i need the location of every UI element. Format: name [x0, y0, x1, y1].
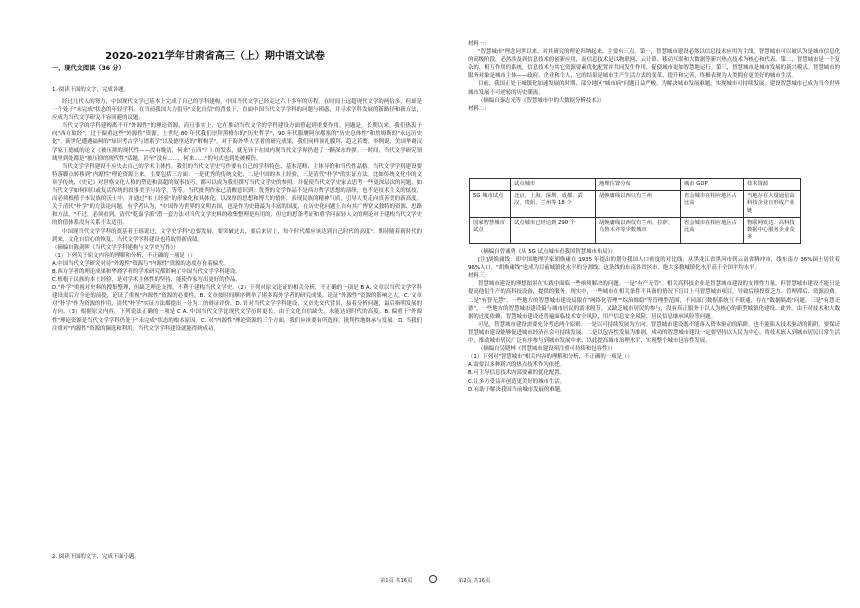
material-2-source: （摘编自曾诚勇《从 5G 试点城市看我国智慧城市布局》）	[478, 249, 616, 255]
table-row	[470, 217, 801, 244]
q2-intro-text: 2. 阅读下面的文字，完成下面小题。	[52, 554, 140, 560]
question-1-1: （1）下列关于原文内容的理解和分析，不正确的一项是（）	[52, 252, 196, 259]
table-cell: 胡焕庸线以西仅有兰州、拉萨、乌鲁木齐等少数城市	[596, 217, 681, 244]
table-cell: 北京、上海、深圳、成都、武汉、贵阳、兰州等 18 个	[511, 191, 596, 218]
table-cell: 胡焕庸线以西只有兰州	[596, 191, 681, 218]
table-header-cell	[470, 179, 511, 191]
option-c: C.让多方受益并创造更美好的城市生活。	[468, 378, 566, 385]
material-3-paragraph: 智慧城市建设的理想图景在实践中面临一些亟须解决的问题。一是"有产无管"。相关高科技企业是智慧城市建设的支撑性力量，但智慧城市建设不能只是提高他们生产的高科技设备，提供的服务。现实中，一些城市在相关条件不具备的情况下盲目上马智慧城市项目，导致后续投资乏力、管理滞后、资源浪费。二是"有智无慧"。一些地方的智慧城市建设局限在"网络化管理""综治维稳"等管理型范围，不同部门数据系统互不联通，存在"数据隔离"问题。三是"有慧无德"，一些地方的智慧城市建设偏与城市居民的需求脱节，又缺乏城市居民的参与，没有真正服务于以人为核心的新型城镇化建设。此外，由于对技术和大数据的过度依赖，智慧城市建设还普遍面临技术安全风险、用户信息安全风险、居民信息继承风险等问题。	[468, 281, 840, 320]
material-1-paragraph: 目前，我国正处于城镇化加速发展的时期，部分地区"城市病"问题日益严峻。为解决城市发展难题，实现城市可持续发展，建设智慧城市已成为当今世界城市发展不可逆转的历史潮流。	[468, 81, 840, 96]
pilot-cities-table	[469, 178, 801, 244]
table-header-cell: 试点城市	[511, 179, 596, 191]
passage-paragraph: 经过几代人的努力，中国现代文学已基本上完成了自己的学科建构。中国当代文学已经走过六十多年的历程。在时间上远超现代文学的两倍多，但却是一个处于"未完成"状态的年轻学科。在当前我国大力倡导"文化自信"的背景下，直面中国当代文学学科的问题与困惑，并寻求学科发展的新路径和新方法，应成为当代文学研究不容回避的议题。	[52, 99, 422, 122]
page-number-left: 第1页 共16页	[380, 578, 413, 584]
q2-intro	[52, 553, 422, 561]
material-1	[468, 40, 840, 113]
option-a: A.中国当代文学研究对待"外源性"资源与"内源性"资源的态度存在着偏差。	[52, 260, 229, 267]
table-header-cell: 技术资源	[744, 179, 801, 191]
table-header-row	[470, 179, 801, 191]
table-cell: 5G 城市试点	[470, 191, 511, 218]
material-2-3	[468, 248, 840, 394]
exam-title: 2020-2021学年甘肃省高三（上）期中语文试卷	[105, 51, 325, 62]
table-cell: 物联网发达、高科技数据中心服务企业众多	[744, 217, 801, 244]
page-number-right: 第2页 共16页	[458, 578, 491, 584]
section-heading: 一、现代文阅读（36 分）	[52, 65, 125, 72]
option-a: A.需要以多种新兴的热点技术作为依托。	[468, 362, 565, 369]
option-d: D.有助于解决我国当前城市发展的难题。	[468, 386, 566, 393]
material-3-source: （摘编自吴晓林《智慧城市建设须注重可持续和包容性》）	[478, 346, 616, 353]
table-cell: 省会城市在相应地区占比高	[681, 191, 744, 218]
passage-source: （摘编自陈剑晖《当代文学学科建构与文学史写作》）	[52, 244, 179, 251]
material-3-label: 材料三：	[468, 273, 490, 280]
table-header-cell: 城市 GDP	[681, 179, 744, 191]
table-cell: 当地存在大量通信高科技企业且形成产业链	[744, 191, 801, 218]
option-c: C.植根于民族的本土经验，是对学术主体性的坚持，能使作家写出更好的作品。	[52, 277, 241, 284]
table-cell: 省会城市在相应地区占比高	[681, 217, 744, 244]
q1-intro	[52, 86, 422, 94]
material-1-label: 材料一：	[468, 41, 490, 47]
passage-1	[52, 98, 422, 333]
table-cell: 国家智慧城市试点	[470, 217, 511, 244]
material-1-source: （摘编自秦志光等《智慧城市中的大数据分析技术》）	[478, 97, 605, 104]
table-header-cell: 地理位置分布	[596, 179, 681, 191]
material-3-paragraph: 可见，智慧城市建设需要充分考虑两个原则：一是以可持续发展为方向。智慧城市建设既不能落入资本驱动的陷阱，也不能陷入技术驱动的陷阱，要保证智慧城市建设能够促进城市经济社会可持续发展。二是以包容性发展为准则，成功的智慧城市建设一定要坚持以人民为中心，将技术嵌入到城市居民日常生活中，推动城市居民广泛有序参与到城市发展中来，以此提高城市治理水平，实现整个城市包容性发展。	[468, 321, 840, 345]
material-2-label: 材料二：	[468, 105, 490, 112]
q1-intro-text: 1. 阅读下面的文字，完成各题。	[52, 87, 129, 93]
table-row	[470, 191, 801, 218]
option-d-and-questions-2-3: D."朴学"重视对史料的搜集整理，但缺乏理论支撑，不利于建构当代文学史。（2）下列对原文论证的相关分析，不正确的一项是 B A. 文章以当代文学学科建设需后方全论的前提，论证了重视"内源性"资源的必要性。B. 文章按时间顺序例举了诸多海外学者的研究成果，论证"外源性"资源的影响之大。C. 文章对"朴学"作为资源的作用，清代"朴学"实证方法都提出一分为二的辩证评价。D. 针对当代文学学科建设，文章先交代背景，接着分析问题，最后指明发展的方向。（3）根据原文内容，下列说法正确的一项是 C A. 中国当代文学比现代文学历时更长，由于文化自信缺失，未能达到时代的高度。B. 偏重于"外源性"理论资源是当代文学学科仍处于"未完成"状态的根本原因。C. 对"内源性"理论资源的三个方面，我们应该要有所选择，批判性地继承与发展。D. 当我们注重对"内源性"资源的撷选和利用，当代文学学科建设就能得到成功。	[52, 285, 422, 332]
table-cell: 试点城市已经达到 290 个	[511, 217, 596, 244]
question-2-1: （1）下列对"智慧城市"相关内容的理解和分析，不正确的一项是（）	[468, 354, 633, 361]
option-b: B.可主导信息技术内部要素的优化配置。	[468, 370, 566, 377]
material-2-note: [注]胡焕庸线：即中国地理学家胡焕庸在 1935 年提出的划分我国人口密度的对比线，从黑龙江省黑河市到云南省腾冲市，线东南方 36%国土居住着 96%人口。"胡焕庸线"也成为目前城镇化水平的分割线，这条线的东南各省区市，绝大多数城镇化水平高于全国平均水平。	[468, 257, 840, 272]
material-1-paragraph: "智慧城市"理念问世以来，对其研究的理论归纳起来，主要有三点。第一，智慧城市建设必然以信息技术应用为主线。智慧城市可以被认为是城市信息化的高级阶段，必然涉及到信息技术的创新应用，而信息技术是以物联网、云计算、移动互联和大数据等新兴热点技术为核心和代表。第二，智慧城市是一个复杂的、相互作用的系统，信息技术与其它资源要素优化配置并共同发生作用，促使城市更加智慧地运行。第三，智慧城市是城市发展的新兴模式。智慧城市的服务对象是城市主体——政府、企业和个人，它的结果是城市生产生活方式的变革、提升和完善，终极表现为人类拥有更美好的城市生活。	[468, 49, 840, 80]
passage-paragraph: 当代文学的学科建构离不开"外源性"的理论资源，而且事实上，它在推动当代文学的学科建设方面曾起到重要作用。问题是，长期以来，我们热衷于向"西方取经"，过于偏重这些"外源性"资源。上世纪 80 年代我们崇拜黑格尔的"历史哲学"，90 年代服膺阿尔都塞的"历史总体性"和詹姆斯的"永远历史化"。新世纪遭遇福柯的"知识考古学与谱系学"以及德里达的"解构学"。对于海外华人学者的研究成果，我们同样顶礼膜拜、趋之若鹜。举例说，美国华裔汉学家王德威的论文《被压抑的现代性——没有晚清，何来"五四"？》的发表，就无异于在国内现当代文学界扔进了一颗深水炸弹。一时间，当代文学研究领域里到处都是"被压抑的现代性"话题，甚至"没有……，何来……"的句式也到处被模仿。	[52, 123, 422, 162]
passage-paragraph: 当代文学学科建设不应失去自己的学术主体性。我们的当代文学史写作要有自己的学科特色、基本范畴、主体导价和当代性品格。当代文学学科建设要特落脚点转移到"内源性"理论资源上来。主要包括三方面：一是优秀的传统文化，二是中国的本土经验，三是清代"朴学"的实证方法。比如传统文化中的文章学传统，《史记》对世察文化人格的塑造和高超的叙事技巧，都可以成为我们撰写当代文学史的参照。并促使当代文学史家去思考一些更深层次的问题，如当代文学如何回归或复活传统的叙事美学与诗学，等等。当代批判作家已清醒意识到：优秀的文学作品不是西方哲学思想的演绎，也不是技术主义的炫技，而必须根植于本民族的沃土中，并通过"本土经验"的形象化和具体化，以深厚的思想和博大的情怀，表现民族的精神气质，引导人类走向真善美的新高度。关于清代"朴学"的方法论问题，有学者认为，"中国作为世界的文明古国，也是作为史籍最为丰富的国度，在历史化问题上自有其广博宽又独特的资源、思路和方法。"不过，必须看到，清代"乾嘉学派"潜一套方法对当代文学史料的收集整理是有用的，但它的思条考证和重学问而轻人文的理论对于建构当代文学史的价值体系没有关系不太适用。	[52, 163, 422, 227]
passage-paragraph: 中国现当代文学学科的奠基者王瑶说过，文学史学科"总要发展，要突破过去，要后来居上，每个时代都应该达到自己时代的高度"。期待随着新时代的到来，文化自信心的恢复，当代文学学科建设也将取得新成绩。	[52, 228, 422, 243]
option-b: B.西方学者的理论成果和华裔学者的学术研究都影响了中国当代文学学科建设。	[52, 268, 241, 275]
